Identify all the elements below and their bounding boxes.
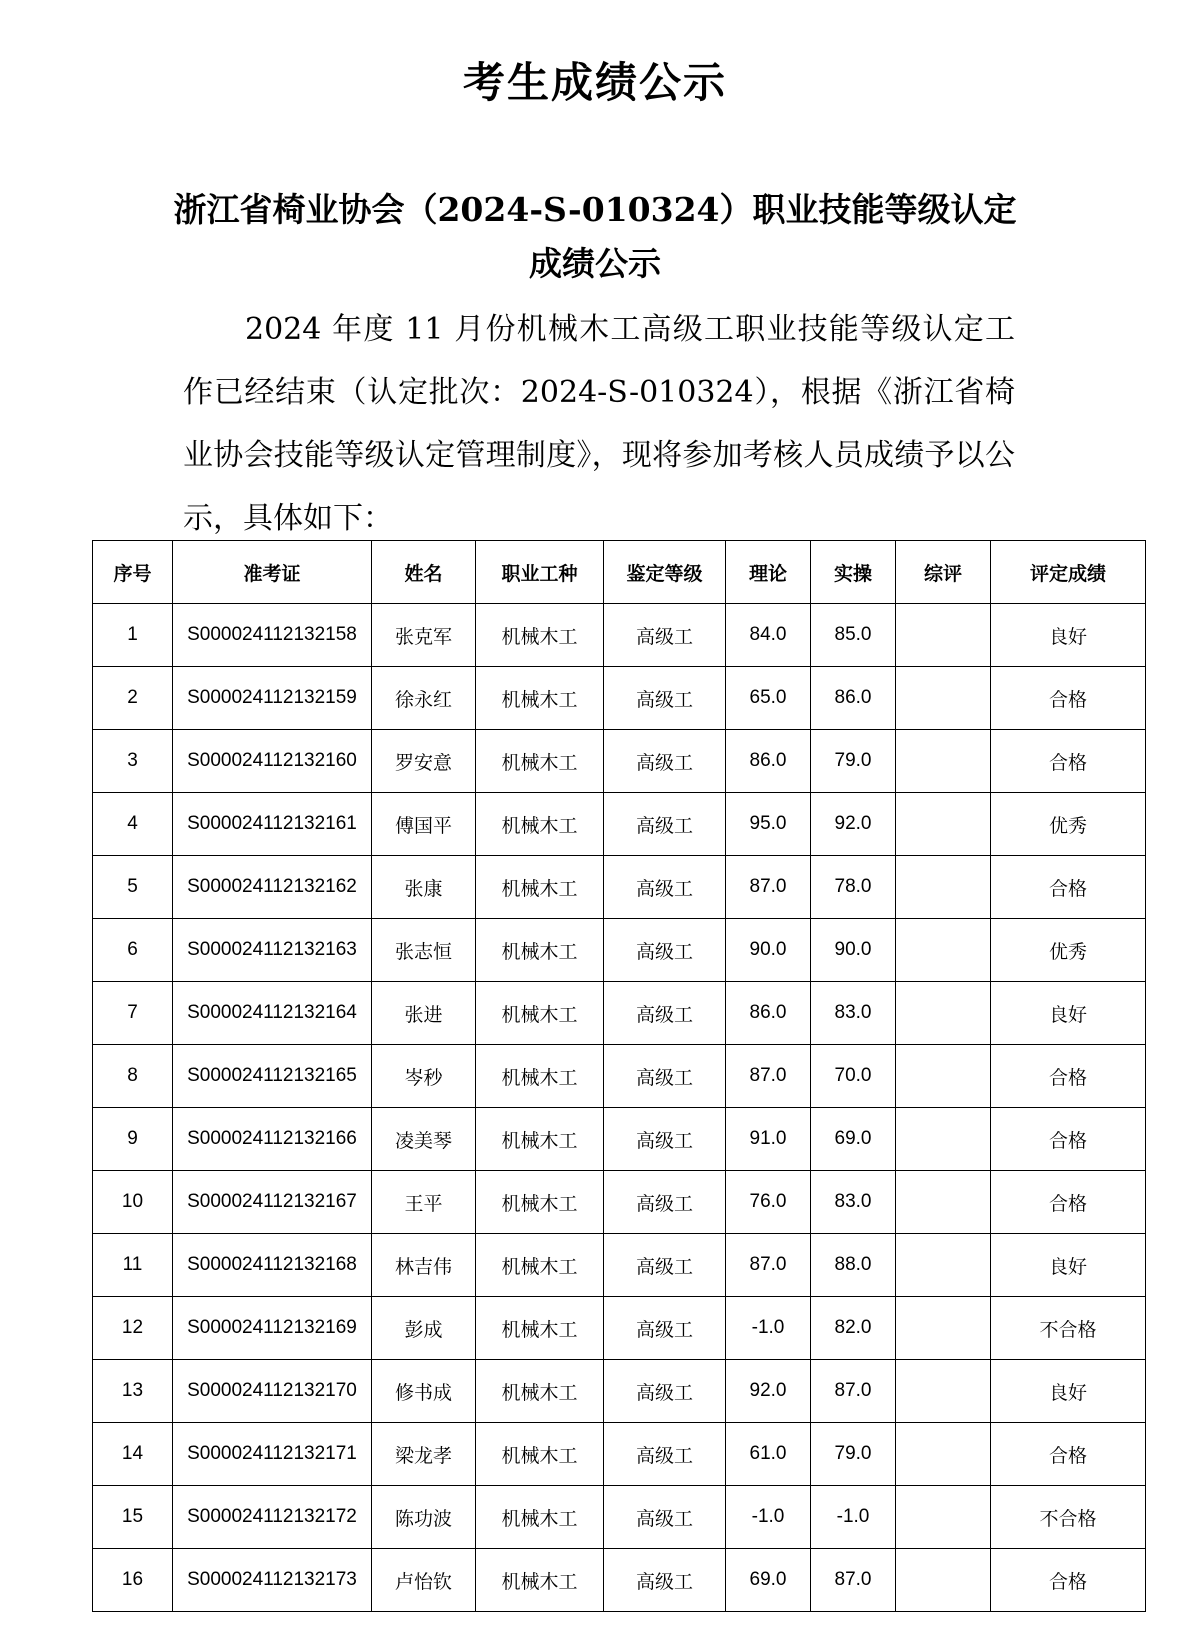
cell-level: 高级工: [604, 1045, 726, 1108]
cell-exam-ticket: S000024112132159: [173, 667, 372, 730]
cell-level: 高级工: [604, 1108, 726, 1171]
cell-overall: [896, 1297, 991, 1360]
cell-name: 张进: [372, 982, 476, 1045]
cell-level: 高级工: [604, 1171, 726, 1234]
header-practical: 实操: [811, 541, 896, 604]
cell-grade: 优秀: [991, 919, 1146, 982]
cell-practical: 85.0: [811, 604, 896, 667]
cell-theory: -1.0: [726, 1297, 811, 1360]
cell-level: 高级工: [604, 730, 726, 793]
cell-seq: 16: [93, 1549, 173, 1612]
cell-level: 高级工: [604, 604, 726, 667]
cell-overall: [896, 1234, 991, 1297]
cell-practical: 79.0: [811, 730, 896, 793]
header-occupation: 职业工种: [476, 541, 604, 604]
table-row: [93, 730, 1146, 793]
document-title-line-1: 浙江省椅业协会（2024-S-010324）职业技能等级认定: [173, 190, 1017, 229]
cell-grade: 合格: [991, 667, 1146, 730]
cell-occupation: 机械木工: [476, 856, 604, 919]
cell-exam-ticket: S000024112132170: [173, 1360, 372, 1423]
cell-grade: 合格: [991, 856, 1146, 919]
cell-overall: [896, 667, 991, 730]
intro-paragraph: 2024 年度 11 月份机械木工高级工职业技能等级认定工作已经结束（认定批次：2024-S-010324），根据《浙江省椅业协会技能等级认定管理制度》，现将参加考核人员成绩予以公示，具体如下：: [183, 312, 1015, 536]
cell-occupation: 机械木工: [476, 1108, 604, 1171]
table-row: [93, 604, 1146, 667]
page-title: 考生成绩公示: [462, 58, 727, 107]
cell-name: 王平: [372, 1171, 476, 1234]
header-level: 鉴定等级: [604, 541, 726, 604]
cell-seq: 11: [93, 1234, 173, 1297]
cell-name: 罗安意: [372, 730, 476, 793]
cell-practical: 92.0: [811, 793, 896, 856]
cell-seq: 4: [93, 793, 173, 856]
table-row: [93, 1045, 1146, 1108]
cell-name: 张康: [372, 856, 476, 919]
cell-practical: 90.0: [811, 919, 896, 982]
score-table: [92, 540, 1146, 1612]
cell-name: 卢怡钦: [372, 1549, 476, 1612]
cell-exam-ticket: S000024112132172: [173, 1486, 372, 1549]
cell-name: 彭成: [372, 1297, 476, 1360]
cell-theory: 61.0: [726, 1423, 811, 1486]
cell-name: 凌美琴: [372, 1108, 476, 1171]
table-row: [93, 1549, 1146, 1612]
cell-occupation: 机械木工: [476, 1045, 604, 1108]
cell-seq: 13: [93, 1360, 173, 1423]
cell-level: 高级工: [604, 1549, 726, 1612]
cell-grade: 合格: [991, 1423, 1146, 1486]
cell-level: 高级工: [604, 667, 726, 730]
cell-seq: 5: [93, 856, 173, 919]
cell-grade: 合格: [991, 1045, 1146, 1108]
cell-seq: 1: [93, 604, 173, 667]
cell-name: 傅国平: [372, 793, 476, 856]
cell-theory: 86.0: [726, 730, 811, 793]
cell-practical: 86.0: [811, 667, 896, 730]
cell-overall: [896, 919, 991, 982]
cell-practical: 87.0: [811, 1360, 896, 1423]
table-row: [93, 1234, 1146, 1297]
cell-occupation: 机械木工: [476, 667, 604, 730]
header-name: 姓名: [372, 541, 476, 604]
cell-overall: [896, 1171, 991, 1234]
cell-grade: 不合格: [991, 1486, 1146, 1549]
table-row: [93, 793, 1146, 856]
cell-exam-ticket: S000024112132171: [173, 1423, 372, 1486]
cell-exam-ticket: S000024112132166: [173, 1108, 372, 1171]
cell-occupation: 机械木工: [476, 604, 604, 667]
cell-overall: [896, 1045, 991, 1108]
cell-grade: 合格: [991, 1108, 1146, 1171]
table-header-row: [93, 541, 1146, 604]
cell-level: 高级工: [604, 793, 726, 856]
cell-theory: 76.0: [726, 1171, 811, 1234]
cell-theory: 65.0: [726, 667, 811, 730]
cell-seq: 8: [93, 1045, 173, 1108]
cell-name: 岑秒: [372, 1045, 476, 1108]
cell-overall: [896, 1108, 991, 1171]
cell-seq: 2: [93, 667, 173, 730]
cell-overall: [896, 793, 991, 856]
table-row: [93, 1486, 1146, 1549]
cell-exam-ticket: S000024112132160: [173, 730, 372, 793]
cell-theory: 95.0: [726, 793, 811, 856]
cell-theory: 86.0: [726, 982, 811, 1045]
cell-seq: 12: [93, 1297, 173, 1360]
cell-practical: 79.0: [811, 1423, 896, 1486]
cell-theory: 69.0: [726, 1549, 811, 1612]
cell-practical: -1.0: [811, 1486, 896, 1549]
header-theory: 理论: [726, 541, 811, 604]
cell-occupation: 机械木工: [476, 982, 604, 1045]
table-row: [93, 1423, 1146, 1486]
cell-occupation: 机械木工: [476, 1486, 604, 1549]
cell-overall: [896, 1486, 991, 1549]
cell-overall: [896, 982, 991, 1045]
cell-overall: [896, 1549, 991, 1612]
cell-seq: 10: [93, 1171, 173, 1234]
cell-grade: 合格: [991, 1171, 1146, 1234]
cell-level: 高级工: [604, 982, 726, 1045]
cell-theory: 87.0: [726, 1234, 811, 1297]
cell-level: 高级工: [604, 1486, 726, 1549]
header-overall: 综评: [896, 541, 991, 604]
cell-grade: 良好: [991, 1234, 1146, 1297]
table-row: [93, 856, 1146, 919]
cell-occupation: 机械木工: [476, 1423, 604, 1486]
cell-seq: 6: [93, 919, 173, 982]
cell-exam-ticket: S000024112132158: [173, 604, 372, 667]
cell-grade: 合格: [991, 1549, 1146, 1612]
cell-practical: 83.0: [811, 1171, 896, 1234]
header-seq: 序号: [93, 541, 173, 604]
cell-exam-ticket: S000024112132162: [173, 856, 372, 919]
cell-level: 高级工: [604, 1360, 726, 1423]
table-row: [93, 919, 1146, 982]
cell-grade: 优秀: [991, 793, 1146, 856]
document-title: [120, 183, 1070, 291]
cell-name: 张志恒: [372, 919, 476, 982]
cell-practical: 69.0: [811, 1108, 896, 1171]
cell-level: 高级工: [604, 919, 726, 982]
cell-occupation: 机械木工: [476, 730, 604, 793]
header-grade: 评定成绩: [991, 541, 1146, 604]
cell-level: 高级工: [604, 1297, 726, 1360]
cell-level: 高级工: [604, 856, 726, 919]
cell-occupation: 机械木工: [476, 1171, 604, 1234]
cell-theory: 87.0: [726, 856, 811, 919]
table-row: [93, 982, 1146, 1045]
cell-practical: 83.0: [811, 982, 896, 1045]
cell-theory: 90.0: [726, 919, 811, 982]
cell-seq: 3: [93, 730, 173, 793]
cell-grade: 良好: [991, 604, 1146, 667]
table-body: [93, 604, 1146, 1612]
cell-seq: 15: [93, 1486, 173, 1549]
cell-occupation: 机械木工: [476, 919, 604, 982]
cell-theory: 91.0: [726, 1108, 811, 1171]
cell-theory: 92.0: [726, 1360, 811, 1423]
document-title-line-2: 成绩公示: [529, 244, 661, 283]
cell-seq: 7: [93, 982, 173, 1045]
cell-name: 陈功波: [372, 1486, 476, 1549]
table-row: [93, 1171, 1146, 1234]
cell-name: 修书成: [372, 1360, 476, 1423]
cell-theory: -1.0: [726, 1486, 811, 1549]
cell-seq: 14: [93, 1423, 173, 1486]
cell-occupation: 机械木工: [476, 1360, 604, 1423]
cell-overall: [896, 604, 991, 667]
table-row: [93, 1297, 1146, 1360]
cell-grade: 合格: [991, 730, 1146, 793]
cell-overall: [896, 856, 991, 919]
cell-grade: 良好: [991, 1360, 1146, 1423]
cell-occupation: 机械木工: [476, 1234, 604, 1297]
table-row: [93, 667, 1146, 730]
cell-exam-ticket: S000024112132163: [173, 919, 372, 982]
cell-exam-ticket: S000024112132173: [173, 1549, 372, 1612]
cell-practical: 78.0: [811, 856, 896, 919]
cell-grade: 不合格: [991, 1297, 1146, 1360]
cell-occupation: 机械木工: [476, 1549, 604, 1612]
cell-overall: [896, 1360, 991, 1423]
cell-theory: 84.0: [726, 604, 811, 667]
cell-exam-ticket: S000024112132169: [173, 1297, 372, 1360]
header-exam-ticket: 准考证: [173, 541, 372, 604]
cell-theory: 87.0: [726, 1045, 811, 1108]
cell-name: 张克军: [372, 604, 476, 667]
cell-occupation: 机械木工: [476, 793, 604, 856]
cell-grade: 良好: [991, 982, 1146, 1045]
table-row: [93, 1108, 1146, 1171]
cell-overall: [896, 730, 991, 793]
cell-level: 高级工: [604, 1423, 726, 1486]
cell-name: 徐永红: [372, 667, 476, 730]
table-row: [93, 1360, 1146, 1423]
cell-practical: 88.0: [811, 1234, 896, 1297]
cell-level: 高级工: [604, 1234, 726, 1297]
cell-overall: [896, 1423, 991, 1486]
cell-practical: 87.0: [811, 1549, 896, 1612]
cell-name: 梁龙孝: [372, 1423, 476, 1486]
cell-seq: 9: [93, 1108, 173, 1171]
cell-occupation: 机械木工: [476, 1297, 604, 1360]
cell-exam-ticket: S000024112132164: [173, 982, 372, 1045]
cell-name: 林吉伟: [372, 1234, 476, 1297]
cell-practical: 70.0: [811, 1045, 896, 1108]
cell-exam-ticket: S000024112132167: [173, 1171, 372, 1234]
cell-exam-ticket: S000024112132168: [173, 1234, 372, 1297]
cell-practical: 82.0: [811, 1297, 896, 1360]
cell-exam-ticket: S000024112132161: [173, 793, 372, 856]
cell-exam-ticket: S000024112132165: [173, 1045, 372, 1108]
